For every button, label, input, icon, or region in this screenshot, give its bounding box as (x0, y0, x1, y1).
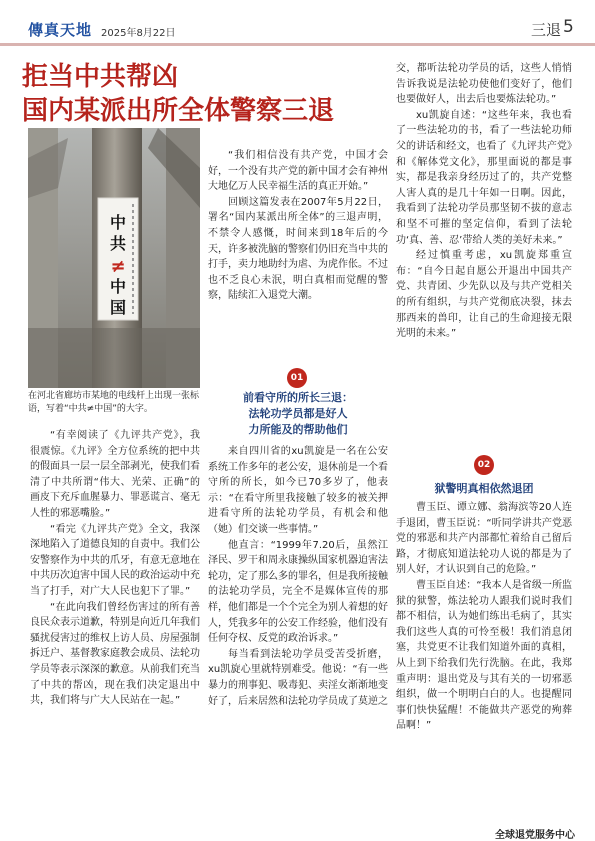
paragraph: 每当看到法轮功学员受苦受折磨，xu凯旋心里就特别难受。他说：“有一些暴力的刑事犯、吸毒犯、卖淫女渐渐地变好了，后来居然和法轮功学员成了莫逆之 (208, 648, 388, 707)
section-label: 三退 (531, 21, 562, 39)
paragraph: 曹玉臣、谭立娜、翁海滨等20人连手退团，曹玉臣说：“听同学讲共产党恶党的邪恶和共产内部都忙着给自己留后路，才彻底知道法轮功人说的都是为了别人好，才认识到自己的危险。” (396, 502, 572, 576)
page-header (0, 0, 595, 42)
publication-logo: 傳真天地 (28, 21, 93, 39)
svg-text:国: 国 (109, 298, 127, 317)
svg-text:共: 共 (109, 234, 127, 253)
paragraph: “在此向我们曾经伤害过的所有善良民众表示道歉，特别是向近几年我们骚扰侵害过的维权上访人员、房屋强制拆迁户、基督教家庭教会成员、法轮功学员等表示深深的歉意。从前我们充当了中共的帮凶，现在我们决定退出中共，我们将与广大人民站在一起。” (30, 601, 200, 707)
subheading-1 (208, 390, 388, 438)
section-number-badge: 02 (474, 455, 494, 475)
article-photo (28, 128, 200, 388)
column-2-top (208, 148, 388, 304)
header-divider (0, 43, 595, 46)
column-3-top (396, 61, 572, 342)
paragraph: 回顾这篇发表在2007年5月22日，署名“国内某派出所全体”的三退声明，不禁令人感慨，时间来到18年后的今天，许多被洗脑的警察们仍旧充当中共的打手，卖力地助纣为虐、为虎作伥。不过也不乏良心未泯，明白真相而觉醒的警察，陆续汇入退党大潮。 (208, 196, 388, 302)
paragraph: 来自四川省的xu凯旋是一名在公安系统工作多年的老公安，退休前是一个看守所的所长，如今已70多岁了，他表示：“在看守所里我接触了较多的被关押进看守所的法轮功学员，有机会和他（她）们交谈一些事情。” (208, 446, 388, 535)
svg-text:≠: ≠ (110, 256, 126, 277)
paragraph: 经过慎重考虑，xu凯旋郑重宣布：“自今日起自愿公开退出中国共产党、共青团、少先队以及与共产党相关的所有组织，与共产党彻底决裂，抹去那西来的兽印，让自己的生命迎接无限光明的未来。” (396, 250, 572, 340)
column-2-bottom (208, 444, 388, 709)
headline-line-2: 国内某派出所全体警察三退 (22, 96, 335, 126)
issue-date: 2025年8月22日 (101, 28, 176, 39)
section-number-badge: 01 (287, 368, 307, 388)
column-3-bottom (396, 500, 572, 734)
paragraph: 他直言：“1999年7.20后，虽然江泽民、罗干和周永康操纵国家机器迫害法轮功，定了那么多的罪名，但是我所接触的法轮功学员，完全不是媒体宣传的那样，他们都是一个个完全为别人着想的好人，凭我多年的公安工作经验，他们没有任何夺权、反党的政治诉求。” (208, 539, 388, 645)
utility-pole-photo (28, 128, 200, 388)
paragraph: 交，都听法轮功学员的话，这些人悄悄告诉我说是法轮功使他们变好了，他们也要做好人，出去后也要炼法轮功。” (396, 63, 572, 106)
organization-signature: 全球退党服务中心 (495, 830, 575, 841)
paragraph: “有幸阅读了《九评共产党》，我很震惊。《九评》全方位系统的把中共的假面具一层一层全部剥光，使我们看清了中共所谓“伟大、光荣、正确”的画皮下充斥血腥暴力、罪恶谎言、毫无人性的邪恶嘴脸。” (30, 430, 200, 519)
article-headline (22, 60, 402, 128)
paragraph: xu凯旋自述：“这些年来，我也看了一些法轮功的书，看了一些法轮功师父的讲话和经文，也看了《九评共产党》和《解体党文化》，那里面说的都是事实，都是我亲身经历过了的，共产党整人害人真的是几十年如一日啊。因此，我看到了法轮功学员那坚韧不拔的意志和坚不可摧的坚定信仰，看到了法轮功‘真、善、忍’带给人类的美好未来。” (396, 109, 572, 246)
svg-text:中: 中 (109, 277, 127, 296)
subheading-line: 法轮功学员都是好人 (248, 407, 348, 420)
column-1 (30, 428, 200, 709)
subheading-2: 狱警明真相依然退团 (434, 482, 534, 495)
paragraph: “我们相信没有共产党，中国才会好，一个没有共产党的新中国才会有神州大地亿万人民幸福生活的真正开始。” (208, 150, 388, 193)
paragraph: “看完《九评共产党》全文，我深深地陷入了道德良知的自责中。我们公安警察作为中共的爪牙，有意无意地在中共历次迫害中国人民的政治运动中充当了打手，对广大人民也犯下了罪。” (30, 523, 200, 597)
subheading-line: 前看守所的所长三退： (243, 391, 353, 404)
headline-line-1: 拒当中共帮凶 (22, 62, 179, 92)
photo-caption: 在河北省廊坊市某地的电线杆上出现一张标语，写着“中共≠中国”的大字。 (28, 391, 200, 414)
svg-text:中: 中 (109, 213, 127, 232)
page-number: 5 (563, 17, 574, 37)
paragraph: 曹玉臣自述：“我本人是省级一所监狱的狱警，炼法轮功人跟我们说时我们都不相信，认为她们练出毛病了，其实我们这些人真的可怜至极！我们消息闭塞，共党更不让我们知道外面的真相，从上到下给我们先行洗脑。在此，我郑重声明：退出党及与其有关的一切邪恶组织，做一个明明白白的人。也提醒同事们快快猛醒！不能做共产恶党的殉葬品啊！” (396, 579, 572, 732)
subheading-line: 力所能及的帮助他们 (248, 423, 348, 436)
